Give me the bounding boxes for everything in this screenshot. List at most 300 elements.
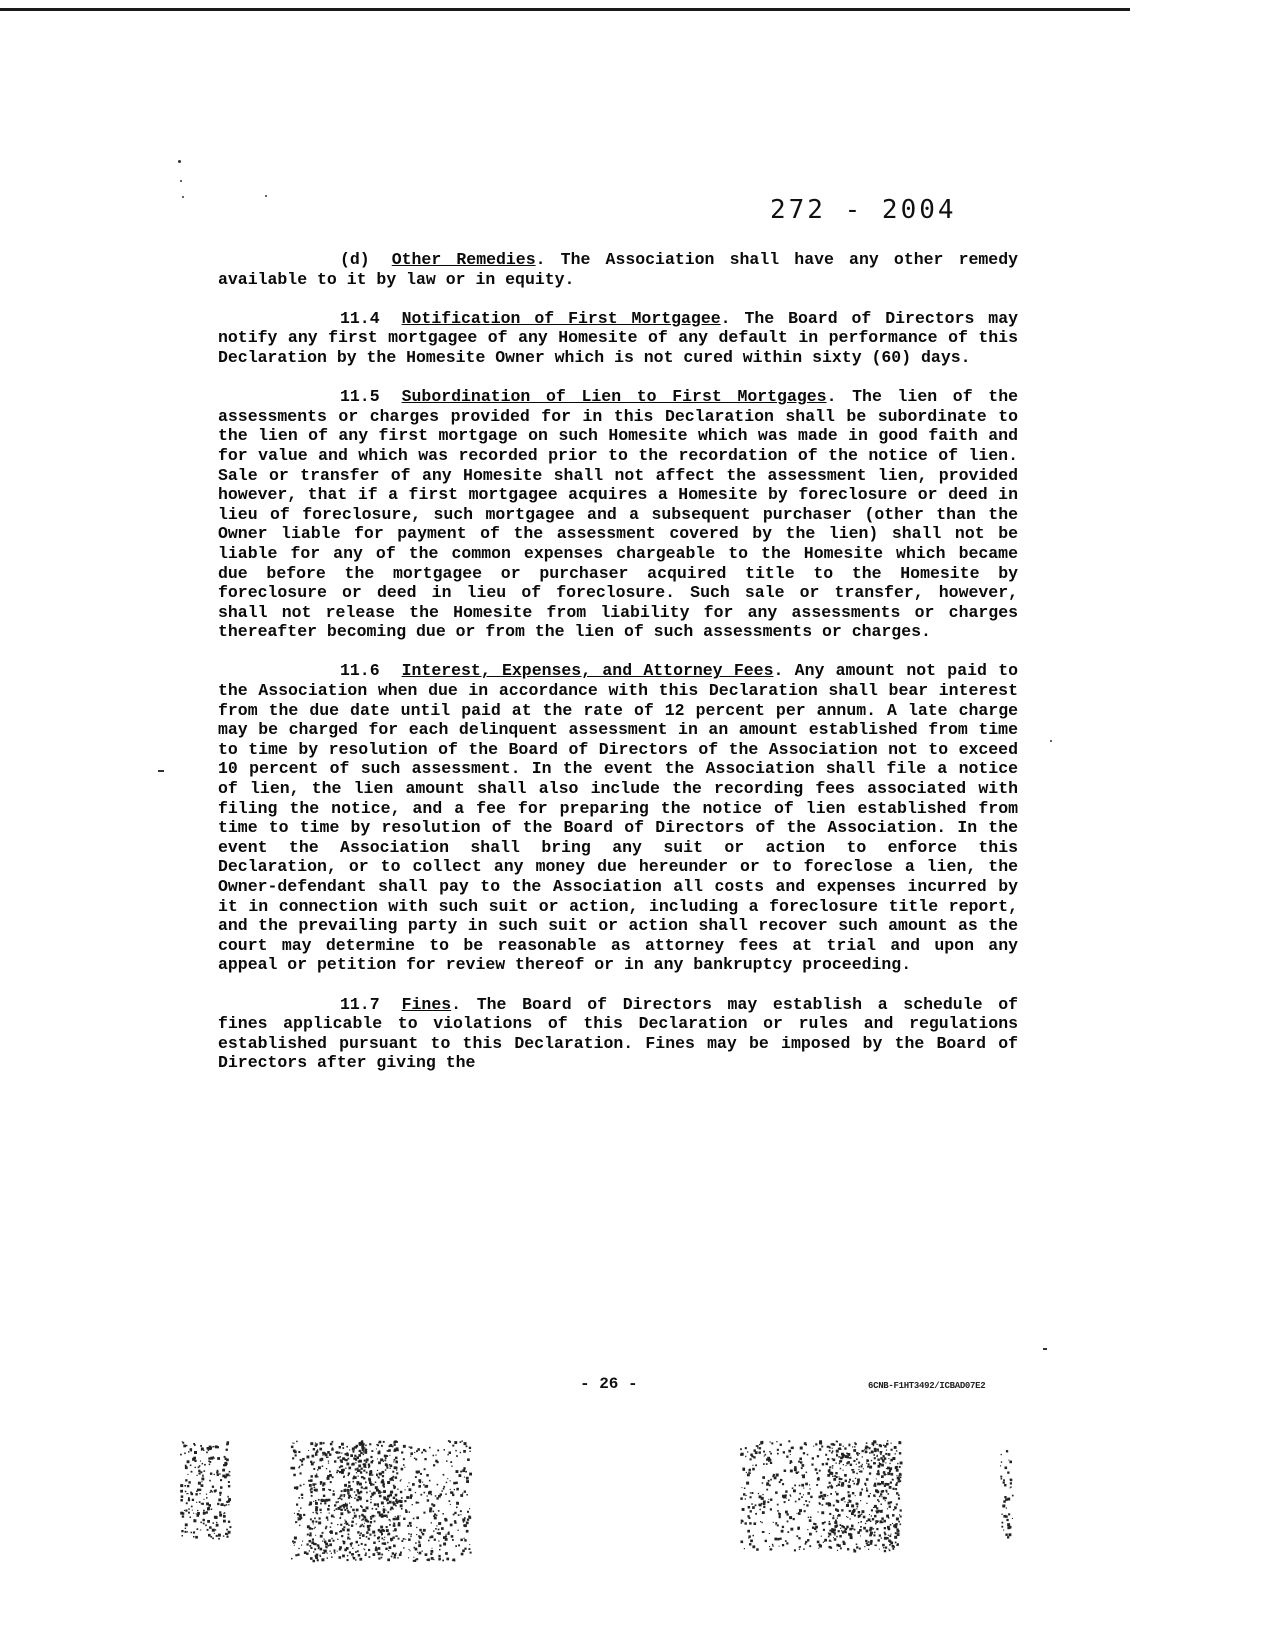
scan-noise-dot [456, 1502, 459, 1505]
scan-noise-dot [868, 1544, 870, 1546]
scan-noise-dot [334, 1551, 335, 1552]
scan-noise-dot [341, 1498, 343, 1500]
scan-noise-dot [458, 1544, 460, 1546]
scan-noise-dot [386, 1530, 388, 1532]
scan-noise-dot [417, 1448, 420, 1451]
scan-noise-dot [361, 1468, 363, 1470]
scan-noise-dot [890, 1459, 893, 1462]
scan-noise-dot [809, 1484, 810, 1485]
scan-noise-dot [899, 1474, 900, 1475]
scan-noise-dot [409, 1488, 412, 1491]
scan-noise-dot [852, 1480, 854, 1482]
scan-noise-dot [417, 1552, 418, 1553]
scan-noise-dot [206, 1494, 207, 1495]
scan-noise-dot [1007, 1472, 1009, 1474]
scan-noise-dot [435, 1528, 437, 1530]
scan-noise-dot [360, 1491, 363, 1494]
scan-noise-dot [861, 1514, 862, 1515]
scan-noise-dot [355, 1551, 357, 1553]
scan-noise-dot [854, 1515, 856, 1517]
scan-noise-dot [817, 1541, 820, 1544]
scan-noise-dot [798, 1498, 800, 1500]
scan-noise-dot [760, 1521, 761, 1522]
scan-noise-dot [187, 1474, 188, 1475]
scan-noise-dot [317, 1449, 318, 1450]
scan-noise-dot [372, 1515, 375, 1518]
scan-noise-dot [871, 1515, 872, 1516]
scan-noise-dot [770, 1453, 772, 1455]
scan-noise-dot [223, 1535, 224, 1536]
scan-noise-dot [790, 1528, 793, 1531]
scan-noise-dot [320, 1556, 321, 1557]
scan-noise-dot [740, 1448, 742, 1450]
scan-noise-dot [783, 1496, 785, 1498]
scan-noise-dot [295, 1554, 297, 1556]
scan-noise-dot [749, 1535, 751, 1537]
scan-noise-dot [848, 1457, 849, 1458]
scan-noise-dot [900, 1462, 903, 1465]
scan-noise-dot [758, 1504, 760, 1506]
scan-noise-dot [392, 1446, 394, 1448]
scan-noise-dot [392, 1471, 394, 1473]
scan-noise-dot [887, 1472, 890, 1475]
scan-noise-dot [819, 1470, 821, 1472]
scan-noise-dot [226, 1504, 228, 1506]
paragraph-text: . The Board of Directors may notify any first mortgagee of any Homesite of any default in performance of this Declaration by the Homesite Owner which is not cured within sixty (60) days. [218, 308, 1019, 367]
scan-noise-dot [348, 1481, 350, 1483]
scan-noise-dot [815, 1443, 817, 1445]
scan-noise-dot [464, 1477, 465, 1478]
scan-noise-dot [767, 1501, 769, 1503]
scan-noise-dot [466, 1494, 468, 1496]
scan-noise-dot [316, 1554, 319, 1557]
scan-noise-dot [394, 1487, 396, 1489]
scan-noise-dot [339, 1556, 342, 1559]
scan-noise-dot [341, 1471, 344, 1474]
scan-noise-dot [378, 1506, 380, 1508]
scan-noise-dot [381, 1513, 383, 1515]
paragraph-number: (d) [340, 250, 370, 269]
scan-noise-dot [185, 1466, 188, 1469]
scan-noise-dot [359, 1558, 362, 1561]
scan-noise-dot [410, 1534, 412, 1536]
scan-noise-dot [456, 1488, 459, 1491]
scan-noise-dot [838, 1484, 840, 1486]
scan-noise-dot [436, 1525, 437, 1526]
scan-noise-dot [392, 1552, 394, 1554]
scan-noise-dot [182, 1442, 184, 1444]
scan-noise-dot [405, 1539, 406, 1540]
scan-noise-dot [796, 1535, 798, 1537]
scan-noise-dot [355, 1459, 357, 1461]
scan-noise-dot [359, 1442, 362, 1445]
scan-noise-dot [302, 1497, 304, 1499]
scan-noise-dot [435, 1460, 438, 1463]
scan-noise-dot [370, 1499, 371, 1500]
scan-noise-dot [418, 1540, 419, 1541]
scan-noise-dot [441, 1527, 444, 1530]
scan-noise-dot [889, 1467, 892, 1470]
scan-noise-dot [355, 1494, 357, 1496]
scan-noise-dot [870, 1540, 873, 1543]
scan-noise-dot [768, 1480, 770, 1482]
scan-noise-dot [827, 1495, 828, 1496]
scan-noise-dot [416, 1502, 418, 1504]
scan-noise-dot [188, 1451, 190, 1453]
scan-noise-dot [877, 1444, 878, 1445]
scan-noise-dot [759, 1451, 761, 1453]
scan-noise-dot [376, 1489, 379, 1492]
scan-noise-dot [853, 1483, 855, 1485]
scan-noise-dot [884, 1550, 886, 1552]
scan-noise-dot [848, 1494, 851, 1497]
scan-noise-dot [345, 1489, 347, 1491]
scan-noise-dot [879, 1463, 882, 1466]
scan-noise-dot [425, 1485, 428, 1488]
scan-noise-dot [363, 1451, 364, 1452]
scan-noise-dot [219, 1492, 222, 1495]
scan-noise-dot [310, 1491, 313, 1494]
scan-noise-dot [341, 1465, 343, 1467]
scan-noise-dot [1002, 1505, 1005, 1508]
scan-noise-dot [312, 1520, 314, 1522]
scan-noise-dot [410, 1456, 411, 1457]
scan-noise-dot [1004, 1484, 1006, 1486]
scan-noise-dot [888, 1502, 891, 1505]
scan-noise-dot [762, 1511, 765, 1514]
scan-noise-dot [346, 1446, 348, 1448]
scan-noise-dot [296, 1521, 297, 1522]
scan-noise-dot [327, 1451, 330, 1454]
scan-noise-dot [334, 1552, 335, 1553]
scan-noise-dot [180, 1512, 183, 1515]
scan-noise-dot [877, 1499, 879, 1501]
scan-noise-dot [877, 1483, 880, 1486]
scan-noise-dot [874, 1532, 876, 1534]
scan-noise-dot [841, 1530, 842, 1531]
scan-noise-dot [344, 1520, 345, 1521]
scan-noise-dot [852, 1446, 853, 1447]
scan-noise-dot [856, 1544, 858, 1546]
scan-noise-dot [354, 1498, 355, 1499]
scan-noise-dot [412, 1504, 413, 1505]
scan-noise-dot [309, 1502, 312, 1505]
scan-noise-dot [882, 1459, 884, 1461]
scan-noise-dot [840, 1457, 843, 1460]
scan-noise-dot [359, 1534, 361, 1536]
scan-noise-dot [322, 1488, 325, 1491]
scan-noise-dot [374, 1515, 375, 1516]
scan-noise-dot [786, 1542, 788, 1544]
scan-noise-dot [443, 1474, 445, 1476]
scan-noise-dot [468, 1516, 470, 1518]
scan-noise-dot [1009, 1461, 1012, 1464]
scan-noise-dot [819, 1442, 822, 1445]
scan-noise-dot [316, 1474, 317, 1475]
scan-noise-dot [780, 1444, 782, 1446]
scan-noise-dot [870, 1527, 873, 1530]
scan-noise-dot [896, 1450, 897, 1451]
scan-noise-dot [366, 1458, 369, 1461]
scan-noise-dot [875, 1520, 878, 1523]
scan-noise-dot [364, 1451, 367, 1454]
scan-noise-dot [217, 1474, 219, 1476]
scan-noise-dot [768, 1458, 771, 1461]
scan-noise-dot [427, 1499, 429, 1501]
scan-noise-dot [395, 1461, 398, 1464]
scan-noise-dot [803, 1504, 804, 1505]
scan-noise-dot [404, 1467, 405, 1468]
scan-noise-dot [373, 1542, 376, 1545]
scan-noise-dot [315, 1527, 316, 1528]
scan-noise-dot [835, 1472, 837, 1474]
scan-noise-dot [226, 1529, 228, 1531]
scan-noise-dot [393, 1480, 394, 1481]
scan-noise-dot [763, 1506, 765, 1508]
scan-noise-dot [193, 1443, 195, 1445]
scan-noise-dot [385, 1457, 387, 1459]
scan-noise-dot [828, 1536, 830, 1538]
scan-noise-dot [368, 1538, 370, 1540]
scan-noise-dot [824, 1541, 825, 1542]
scan-noise-dot [418, 1535, 420, 1537]
scan-noise-dot [369, 1443, 371, 1445]
scan-noise-dot [397, 1515, 399, 1517]
scan-noise-dot [302, 1541, 303, 1542]
scan-noise-dot [300, 1517, 302, 1519]
scan-noise-dot [341, 1505, 343, 1507]
scan-noise-dot [899, 1514, 900, 1515]
scan-noise-dot [390, 1509, 392, 1511]
scan-noise-dot [438, 1529, 440, 1531]
scan-noise-dot [879, 1496, 881, 1498]
scan-noise-dot [313, 1560, 315, 1562]
scan-noise-dot [303, 1514, 305, 1516]
scan-noise-dot [882, 1483, 883, 1484]
scan-noise-dot [396, 1472, 398, 1474]
scan-noise-dot [348, 1485, 351, 1488]
scan-noise-dot [365, 1554, 367, 1556]
scan-noise-dot [799, 1547, 800, 1548]
scan-noise-dot [460, 1471, 462, 1473]
scan-noise-dot [743, 1493, 745, 1495]
scan-noise-dot [837, 1515, 839, 1517]
scan-noise-dot [386, 1510, 387, 1511]
scan-noise-dot [386, 1464, 388, 1466]
scan-noise-dot [372, 1531, 375, 1534]
scan-noise-dot [394, 1444, 396, 1446]
scan-noise-dot [216, 1535, 218, 1537]
scan-noise-dot [786, 1456, 788, 1458]
scan-noise-dot [822, 1522, 825, 1525]
scan-noise-dot [296, 1504, 298, 1506]
scan-noise-dot [789, 1516, 792, 1519]
scan-noise-dot [1007, 1526, 1010, 1529]
scan-noise-dot [790, 1470, 793, 1473]
scan-noise-dot [450, 1480, 451, 1481]
scan-noise-dot [750, 1540, 753, 1543]
scan-noise-dot [827, 1486, 829, 1488]
scan-noise-dot [846, 1453, 848, 1455]
scan-noise-dot [758, 1493, 759, 1494]
scan-noise-dot [776, 1441, 777, 1442]
scan-noise-dot [294, 1545, 295, 1546]
scan-noise-dot [809, 1501, 810, 1502]
scan-noise-dot [469, 1473, 472, 1476]
scan-noise-dot [869, 1447, 871, 1449]
scan-noise-dot [416, 1558, 418, 1560]
scan-noise-dot [195, 1493, 197, 1495]
scan-noise-dot [443, 1543, 446, 1546]
scan-noise-dot [354, 1515, 357, 1518]
scan-noise-dot [464, 1442, 467, 1445]
scan-noise-dot [409, 1496, 412, 1499]
scan-noise-dot [433, 1464, 435, 1466]
scan-noise-dot [375, 1548, 378, 1551]
scan-noise-dot [337, 1524, 338, 1525]
scan-noise-dot [810, 1496, 812, 1498]
scan-noise-dot [852, 1492, 854, 1494]
scan-noise-dot [201, 1522, 202, 1523]
scan-noise-dot [815, 1468, 818, 1471]
scan-noise-dot [888, 1458, 889, 1459]
scan-noise-dot [340, 1512, 343, 1515]
scan-noise-dot [1001, 1526, 1003, 1528]
scan-noise-dot [209, 1480, 211, 1482]
scan-noise-dot [790, 1462, 792, 1464]
scan-noise-dot [377, 1552, 378, 1553]
scan-noise-dot [884, 1457, 886, 1459]
scan-noise-dot [852, 1471, 854, 1473]
scan-noise-dot [203, 1510, 205, 1512]
scan-noise-dot [876, 1528, 878, 1530]
scan-noise-dot [848, 1481, 850, 1483]
scan-noise-dot [361, 1486, 363, 1488]
scan-noise-dot [370, 1470, 372, 1472]
scan-noise-dot [400, 1491, 402, 1493]
scan-noise-dot [403, 1458, 405, 1460]
scan-noise-dot [434, 1513, 436, 1515]
scan-noise-dot [343, 1526, 345, 1528]
scan-noise-dot [895, 1542, 897, 1544]
scan-noise-dot [361, 1543, 363, 1545]
scan-noise-dot [398, 1500, 401, 1503]
scan-noise-dot [836, 1450, 839, 1453]
scan-noise-dot [315, 1555, 316, 1556]
scan-noise-dot [360, 1452, 362, 1454]
scan-noise-dot [181, 1495, 184, 1498]
scan-noise-dot [347, 1555, 349, 1557]
scan-noise-dot [357, 1470, 359, 1472]
scan-noise-dot [900, 1509, 902, 1511]
scan-noise-dot [227, 1536, 229, 1538]
scan-noise-dot [311, 1528, 313, 1530]
scan-noise-dot [821, 1446, 823, 1448]
paragraph-text: . The lien of the assessments or charges provided for in this Declaration shall be subordinate to the lien of any first mortgage on such Homesite which was made in good faith and for value and which was recorded prior to the recordation of the notice of lien. Sale or transfer of any Homesite shall not affect the assessment lien, provided however, that if a first mortgagee acquires a Homesite by foreclosure or deed in lieu of foreclosure, such mortgagee and a subsequent purchaser (other than the Owner liable for payment of the assessment covered by the lien) shall not be liable for any of the common expenses chargeable to the Homesite which became due before the mortgagee or purchaser acquired title to the Homesite by foreclosure or deed in lieu of foreclosure. Such sale or transfer, however, shall not release the Homesite from liability for any assessments or charges thereafter becoming due or from the lien of such assessments or charges. [218, 387, 1018, 642]
scan-noise-dot [369, 1471, 370, 1472]
scan-noise-dot [223, 1520, 226, 1523]
scan-noise-dot [206, 1511, 208, 1513]
scan-noise-dot [343, 1542, 345, 1544]
scan-noise-dot [378, 1558, 380, 1560]
scan-noise-dot [363, 1454, 365, 1456]
scan-noise-dot [1008, 1513, 1010, 1515]
scan-noise-dot [1003, 1530, 1004, 1531]
scan-noise-dot [813, 1523, 815, 1525]
scan-noise-dot [424, 1458, 426, 1460]
scan-noise-dot [314, 1518, 316, 1520]
scan-noise-dot [341, 1443, 344, 1446]
scan-noise-dot [322, 1541, 323, 1542]
scan-noise-dot [209, 1447, 212, 1450]
scan-noise-dot [791, 1447, 794, 1450]
scan-noise-dot [803, 1548, 805, 1550]
scan-noise-dot [834, 1532, 836, 1534]
scan-noise-dot [464, 1539, 466, 1541]
scan-noise-dot [366, 1449, 367, 1450]
scan-noise-dot [749, 1522, 751, 1524]
scan-noise-dot [415, 1458, 417, 1460]
scan-noise-dot [1006, 1519, 1008, 1521]
scan-noise-dot [780, 1479, 782, 1481]
scan-noise-dot [465, 1471, 467, 1473]
scan-noise-dot [454, 1520, 456, 1522]
scan-noise-dot [897, 1477, 900, 1480]
scan-noise-dot [364, 1460, 366, 1462]
scan-noise-dot [877, 1449, 879, 1451]
scan-noise-dot [900, 1524, 902, 1526]
scan-noise-dot [401, 1468, 404, 1471]
scan-noise-dot [343, 1529, 345, 1531]
scan-noise-dot [857, 1454, 859, 1456]
scan-noise-dot [853, 1449, 856, 1452]
scan-noise-dot [856, 1483, 858, 1485]
scan-noise-dot [413, 1518, 415, 1520]
scan-noise-dot [782, 1544, 784, 1546]
scan-noise-dot [369, 1473, 372, 1476]
scan-noise-dot [354, 1455, 356, 1457]
scan-noise-dot [216, 1524, 219, 1527]
scan-noise-dot [443, 1488, 445, 1490]
scan-noise-dot [879, 1549, 880, 1550]
scan-noise-dot [776, 1474, 779, 1477]
scan-noise-dot [340, 1496, 341, 1497]
scan-noise-dot [223, 1464, 225, 1466]
scan-noise-dot [198, 1470, 200, 1472]
scan-noise-dot [393, 1485, 395, 1487]
scan-noise-dot [329, 1551, 330, 1552]
scan-noise-dot [222, 1469, 225, 1472]
scan-noise-dot [344, 1496, 346, 1498]
scan-noise-dot [347, 1489, 350, 1492]
scan-noise-dot [460, 1510, 462, 1512]
scan-noise-dot [315, 1483, 317, 1485]
scan-noise-dot [185, 1479, 187, 1481]
scan-noise-dot [882, 1510, 883, 1511]
scan-noise-dot [335, 1452, 336, 1453]
scan-noise-dot [803, 1494, 804, 1495]
scan-noise-dot [332, 1493, 335, 1496]
scan-noise-dot [1005, 1467, 1008, 1470]
scan-noise-dot [884, 1533, 886, 1535]
scan-noise-dot [292, 1442, 293, 1443]
scan-noise-dot [326, 1526, 328, 1528]
scan-noise-dot [873, 1462, 875, 1464]
scan-noise-dot [836, 1485, 838, 1487]
scan-noise-dot [470, 1552, 472, 1554]
scan-noise-dot [339, 1546, 340, 1547]
scan-noise-dot [357, 1468, 359, 1470]
